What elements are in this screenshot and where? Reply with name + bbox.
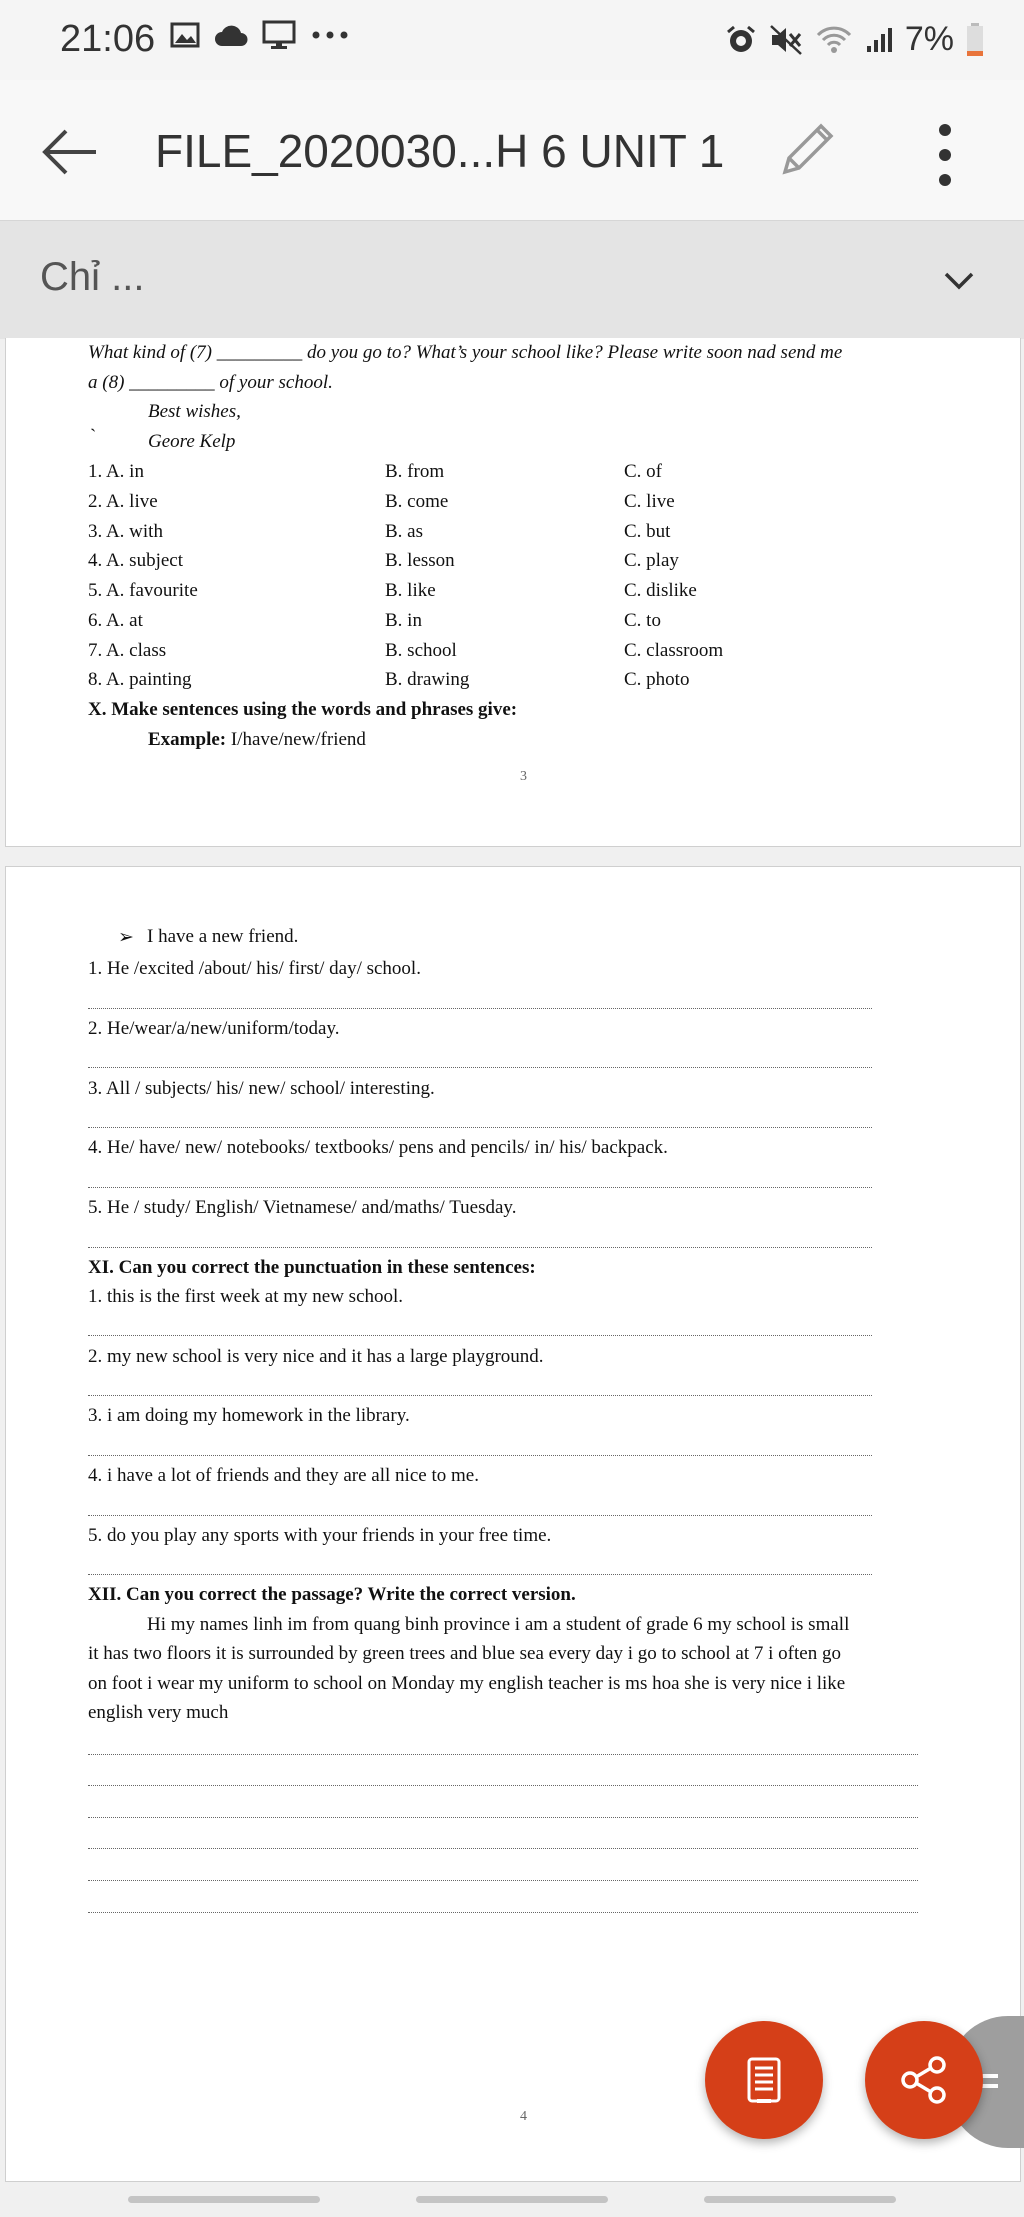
punctuation-item: 5. do you play any sports with your friends in your free time. <box>88 1525 552 1546</box>
more-options-icon[interactable] <box>930 120 960 190</box>
section-xii-heading: XII. Can you correct the passage? Write the correct version. <box>88 1584 576 1605</box>
letter-line-1: What kind of (7) _________ do you go to? What’s your school like? Please write soon nad send me <box>88 342 843 363</box>
reading-mode-button[interactable] <box>705 2021 823 2139</box>
battery-percent: 7% <box>904 20 954 58</box>
letter-signature: Geore Kelp <box>148 431 236 452</box>
option-a: 5. A. favourite <box>88 580 198 601</box>
passage-line: Hi my names linh im from quang binh province i am a student of grade 6 my school is small <box>147 1614 850 1635</box>
option-b: B. like <box>385 580 436 601</box>
page-number: 3 <box>520 769 527 784</box>
option-b: B. drawing <box>385 669 470 690</box>
option-c: C. photo <box>624 669 690 690</box>
system-icons <box>725 20 984 59</box>
signal-icon <box>865 26 893 54</box>
status-bar <box>0 0 1024 80</box>
wifi-icon <box>815 25 853 55</box>
answer-line <box>88 1785 918 1786</box>
answer-line <box>88 1455 872 1456</box>
option-a: 8. A. painting <box>88 669 192 690</box>
option-a: 6. A. at <box>88 610 143 631</box>
chevron-down-icon <box>940 261 978 299</box>
option-c: C. of <box>624 461 662 482</box>
answer-line <box>88 1754 918 1755</box>
option-c: C. play <box>624 550 679 571</box>
more-notifications-icon <box>310 29 350 41</box>
option-c: C. live <box>624 491 675 512</box>
example-text: I/have/new/friend <box>226 729 366 750</box>
image-icon <box>170 21 200 49</box>
option-a: 4. A. subject <box>88 550 183 571</box>
sentence-item: 2. He/wear/a/new/uniform/today. <box>88 1018 340 1039</box>
option-c: C. but <box>624 521 671 542</box>
sentence-item: 3. All / subjects/ his/ new/ school/ interesting. <box>88 1078 435 1099</box>
edit-pencil-icon[interactable] <box>775 116 841 182</box>
answer-line <box>88 1127 872 1128</box>
nav-hint-right <box>704 2196 896 2203</box>
monitor-icon <box>262 20 296 50</box>
sentence-item: 4. He/ have/ new/ notebooks/ textbooks/ pens and pencils/ in/ his/ backpack. <box>88 1137 668 1158</box>
letter-line-2: a (8) _________ of your school. <box>88 372 333 393</box>
answer-line <box>88 1880 918 1881</box>
document-reader-icon <box>739 2055 789 2105</box>
document-page-4 <box>5 866 1021 2182</box>
document-page-3 <box>5 338 1021 847</box>
answer-line <box>88 1574 872 1575</box>
example-line <box>148 729 366 751</box>
sentence-item: 1. He /excited /about/ his/ first/ day/ school. <box>88 958 421 979</box>
option-b: B. as <box>385 521 423 542</box>
answer-line <box>88 1008 872 1009</box>
punctuation-item: 1. this is the first week at my new school. <box>88 1286 404 1307</box>
answer-line <box>88 1515 872 1516</box>
share-icon <box>899 2055 949 2105</box>
option-a: 7. A. class <box>88 640 167 661</box>
option-b: B. from <box>385 461 445 482</box>
battery-icon <box>966 23 984 57</box>
option-c: C. to <box>624 610 661 631</box>
view-mode-label: Chỉ ... <box>40 255 145 299</box>
option-a: 2. A. live <box>88 491 158 512</box>
option-b: B. in <box>385 610 422 631</box>
nav-hint-center <box>416 2196 608 2203</box>
answer-line <box>88 1395 872 1396</box>
stray-mark: ` <box>90 426 97 447</box>
notification-icons <box>170 20 350 50</box>
answer-line <box>88 1067 872 1068</box>
option-b: B. come <box>385 491 449 512</box>
bullet-arrow: ➢ <box>118 927 134 948</box>
back-arrow-icon[interactable] <box>40 122 100 182</box>
view-mode-dropdown[interactable] <box>0 220 1024 339</box>
answer-line <box>88 1817 918 1818</box>
file-title: FILE_2020030...H 6 UNIT 1 <box>155 125 725 177</box>
punctuation-item: 4. i have a lot of friends and they are all nice to me. <box>88 1465 479 1486</box>
answer-line <box>88 1335 872 1336</box>
app-bar <box>0 80 1024 220</box>
punctuation-item: 2. my new school is very nice and it has a large playground. <box>88 1346 544 1367</box>
answer-line <box>88 1187 872 1188</box>
option-b: B. school <box>385 640 457 661</box>
answer-line <box>88 1247 872 1248</box>
section-xi-heading: XI. Can you correct the punctuation in these sentences: <box>88 1257 536 1278</box>
example-answer: I have a new friend. <box>147 926 299 947</box>
option-a: 1. A. in <box>88 461 144 482</box>
share-button[interactable] <box>865 2021 983 2139</box>
example-label: Example: <box>148 729 227 750</box>
section-x-heading: X. Make sentences using the words and phrases give: <box>88 699 518 720</box>
passage-line: it has two floors it is surrounded by green trees and blue sea every day i go to school at 7 i often go <box>88 1643 841 1664</box>
nav-hint-left <box>128 2196 320 2203</box>
cloud-icon <box>214 22 248 48</box>
mute-icon <box>769 24 803 56</box>
passage-line: on foot i wear my uniform to school on Monday my english teacher is ms hoa she is very nice i like <box>88 1673 846 1694</box>
letter-closing: Best wishes, <box>148 401 241 422</box>
option-c: C. dislike <box>624 580 697 601</box>
option-a: 3. A. with <box>88 521 163 542</box>
sentence-item: 5. He / study/ English/ Vietnamese/ and/maths/ Tuesday. <box>88 1197 517 1218</box>
answer-line <box>88 1912 918 1913</box>
option-b: B. lesson <box>385 550 455 571</box>
punctuation-item: 3. i am doing my homework in the library. <box>88 1405 410 1426</box>
passage-line: english very much <box>88 1702 229 1723</box>
option-c: C. classroom <box>624 640 724 661</box>
alarm-icon <box>725 24 757 56</box>
page-number: 4 <box>520 2109 527 2124</box>
status-time: 21:06 <box>60 18 156 60</box>
answer-line <box>88 1848 918 1849</box>
